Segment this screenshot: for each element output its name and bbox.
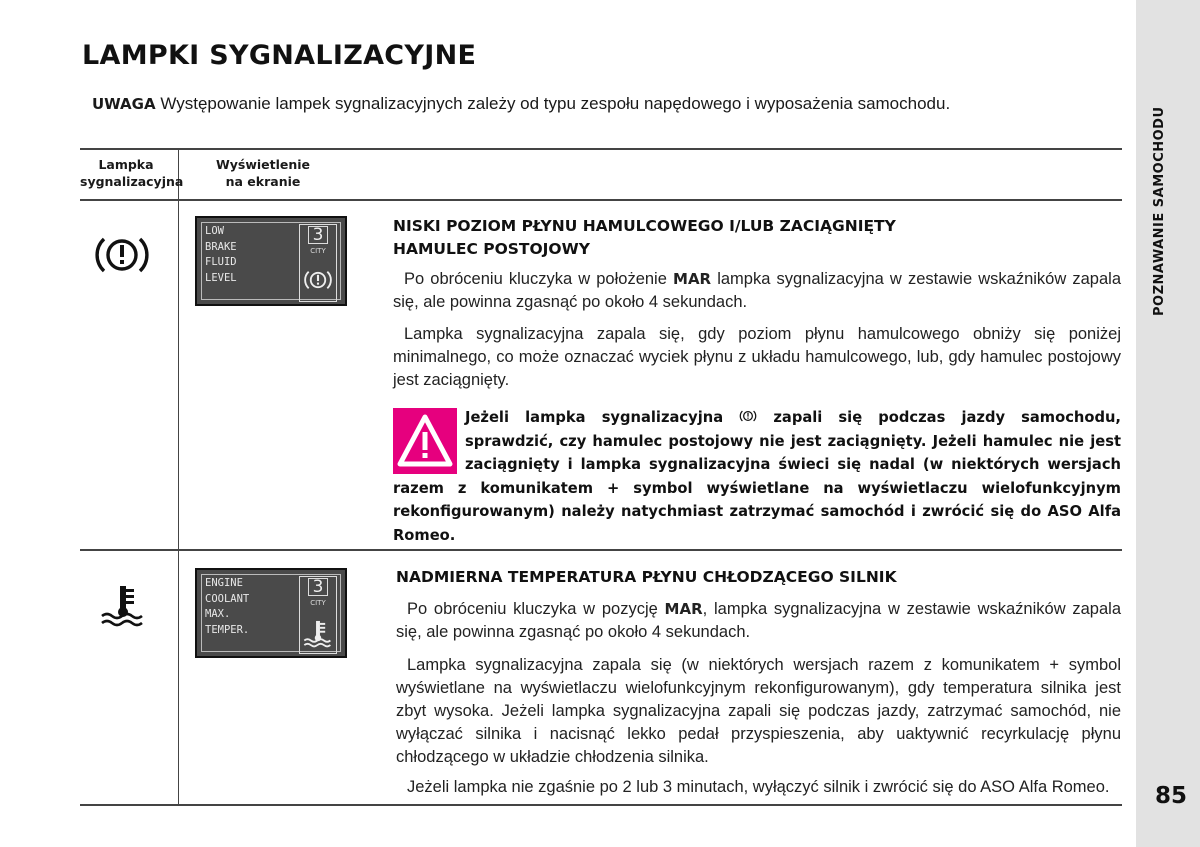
paragraph: Po obróceniu kluczyka w pozycję MAR, lampka sygnalizacyjna w zestawie wskaźników zapala się, ale powinna zgasnąć po około 4 sekundach. bbox=[396, 600, 1121, 641]
header-display-line2: na ekranie bbox=[225, 174, 301, 189]
table-column-divider bbox=[178, 149, 179, 805]
note bbox=[92, 94, 950, 114]
section-title-coolant: NADMIERNA TEMPERATURA PŁYNU CHŁODZĄCEGO SILNIK bbox=[396, 568, 897, 586]
coolant-temperature-icon bbox=[303, 619, 333, 654]
side-tab bbox=[1136, 0, 1200, 847]
table-bottom-rule bbox=[80, 804, 1122, 806]
paragraph: Po obróceniu kluczyka w położenie MAR lampka sygnalizacyjna w zestawie wskaźników zapala się, ale powinna zgasnąć po około 4 sekundach. bbox=[393, 270, 1121, 311]
note-label: UWAGA bbox=[92, 95, 156, 113]
header-display-line1: Wyświetlenie bbox=[215, 157, 311, 172]
section-title-brake bbox=[393, 215, 1113, 261]
display-city: CITY bbox=[310, 599, 326, 607]
section-title-line2: HAMULEC POSTOJOWY bbox=[393, 240, 590, 258]
side-tab-label: POZNAWANIE SAMOCHODU bbox=[1152, 106, 1167, 316]
warning-block bbox=[393, 406, 1121, 547]
page-title: LAMPKI SYGNALIZACYJNE bbox=[82, 40, 477, 71]
header-lamp bbox=[80, 156, 184, 190]
brake-warning-icon bbox=[93, 233, 151, 282]
table-top-rule bbox=[80, 148, 1122, 150]
page-number: 85 bbox=[1155, 783, 1188, 809]
brake-warning-icon bbox=[303, 267, 333, 298]
warning-text: zapali się podczas jazdy samochodu, sprawdzić, czy hamulec postojowy nie jest zaciągnięty. Jeżeli hamulec nie jest zaciągnięty i lampka sygnalizacyjna świeci się nadal (w niektórych wersjach razem z komunikatem + symbol wyświetlane na wyświetlaczu wielofunkcyjnym rekonfigurowanym) należy natychmiast zatrzymać samochód i zwrócić się do ASO Alfa Romeo. bbox=[393, 409, 1122, 544]
warning-text: Jeżeli lampka sygnalizacyjna bbox=[465, 409, 740, 426]
brake-warning-icon bbox=[739, 409, 757, 423]
warning-triangle-icon bbox=[393, 408, 457, 474]
paragraph: Jeżeli lampka nie zgaśnie po 2 lub 3 minutach, wyłączyć silnik i zwrócić się do ASO Alfa Romeo. bbox=[407, 778, 1110, 796]
table-row-rule bbox=[80, 549, 1122, 551]
display-brake bbox=[195, 216, 347, 306]
display-coolant bbox=[195, 568, 347, 658]
header-lamp-line2: sygnalizacyjna bbox=[80, 174, 184, 189]
display-message: LOW BRAKE FLUID LEVEL bbox=[205, 225, 237, 284]
display-number: 3 bbox=[308, 578, 329, 596]
note-text: Występowanie lampek sygnalizacyjnych zależy od typu zespołu napędowego i wyposażenia samochodu. bbox=[160, 94, 951, 113]
header-lamp-line1: Lampka bbox=[98, 157, 154, 172]
table-header-rule bbox=[80, 199, 1122, 201]
paragraph: Lampka sygnalizacyjna zapala się (w niektórych wersjach razem z komunikatem + symbol wyświetlane na wyświetlaczu wielofunkcyjnym rekonfigurowanym), gdy temperatura silnika jest zbyt wysoka. Jeżeli lampka sygnalizacyjna zapali się podczas jazdy, zatrzymać samochód, nie wyłączać silnika i nacisnąć lekko pedał przyspieszenia, aby uaktywnić recyrkulację płynu chłodzącego w układzie chłodzenia silnika. bbox=[396, 656, 1121, 766]
display-message: ENGINE COOLANT MAX. TEMPER. bbox=[205, 577, 250, 636]
paragraph: Lampka sygnalizacyjna zapala się, gdy poziom płynu hamulcowego obniży się poniżej minimalnego, co może oznaczać wyciek płynu z układu hamulcowego, lub, gdy hamulec postojowy jest zaciągnięty. bbox=[393, 325, 1121, 389]
header-display bbox=[200, 156, 326, 190]
display-number: 3 bbox=[308, 226, 329, 244]
section-title-line1: NISKI POZIOM PŁYNU HAMULCOWEGO I/LUB ZACIĄGNIĘTY bbox=[393, 217, 896, 235]
display-city: CITY bbox=[310, 247, 326, 255]
coolant-temperature-icon bbox=[100, 584, 146, 633]
